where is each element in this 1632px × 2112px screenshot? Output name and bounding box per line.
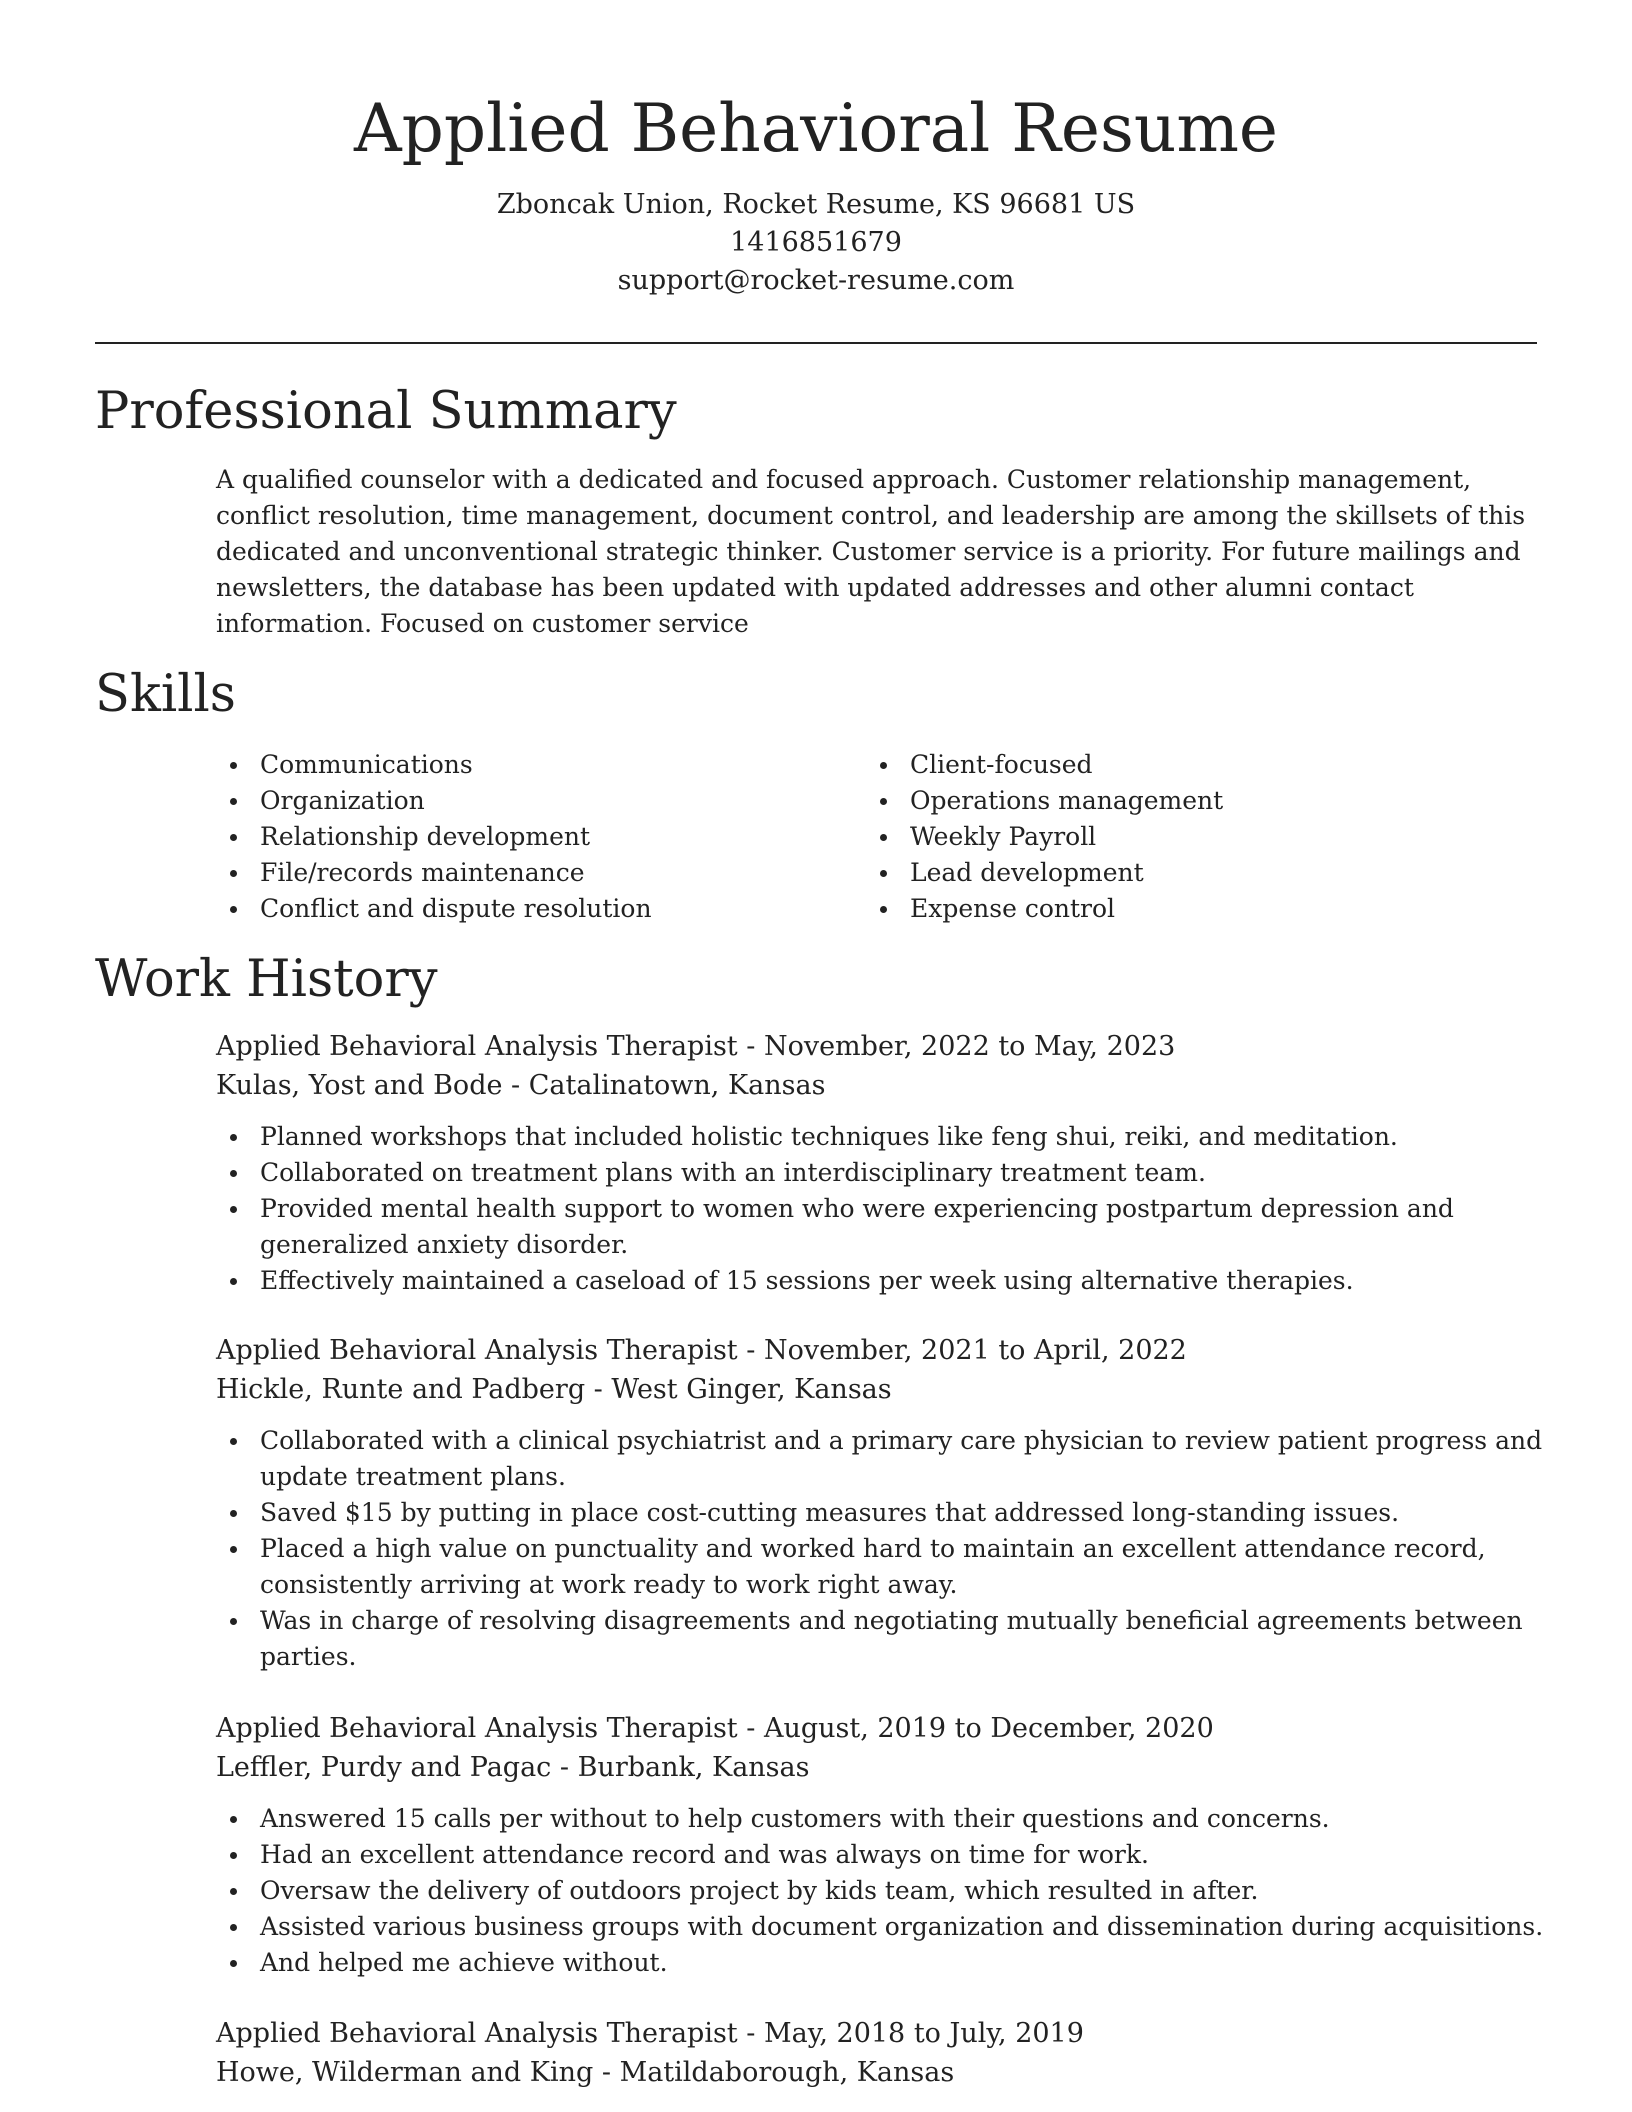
job-bullets — [216, 1801, 1546, 1981]
job-bullet: Assisted various business groups with document organization and dissemination during acquisitions. — [216, 1909, 1546, 1945]
resume-name: Applied Behavioral Resume — [354, 90, 1278, 167]
section-title-skills: Skills — [95, 665, 236, 724]
job-title-line: Applied Behavioral Analysis Therapist - August, 2019 to December, 2020 — [216, 1713, 1214, 1744]
summary-text: A qualified counselor with a dedicated and focused approach. Customer relationship management, conflict resolution, time management, document control, and leadership are among the skillsets of this dedicated and unconventional strategic thinker. Customer service is a priority. For future mailings and newsletters, the database has been updated with updated addresses and other alumni contact information. Focused on customer service — [216, 465, 1526, 638]
skill-item: Client-focused — [866, 747, 1223, 783]
job-bullet: Had an excellent attendance record and was always on time for work. — [216, 1837, 1546, 1873]
job-company-line: Kulas, Yost and Bode - Catalinatown, Kansas — [216, 1070, 826, 1101]
job-company-line: Hickle, Runte and Padberg - West Ginger, Kansas — [216, 1374, 892, 1405]
job-bullet: Provided mental health support to women who were experiencing postpartum depression and generalized anxiety disorder. — [216, 1191, 1546, 1263]
job-bullet: Was in charge of resolving disagreements and negotiating mutually beneficial agreements between parties. — [216, 1603, 1546, 1675]
job-company-line: Leffler, Purdy and Pagac - Burbank, Kansas — [216, 1752, 810, 1783]
skill-item: Conflict and dispute resolution — [216, 891, 652, 927]
address-line: Zboncak Union, Rocket Resume, KS 96681 US — [496, 189, 1136, 220]
header-divider — [95, 342, 1537, 344]
skill-item: Communications — [216, 747, 652, 783]
email-line: support@rocket-resume.com — [617, 265, 1015, 296]
job-entry — [216, 1709, 1546, 1981]
skill-item: File/records maintenance — [216, 855, 652, 891]
phone-line: 1416851679 — [730, 227, 902, 258]
skill-item: Organization — [216, 783, 652, 819]
job-entry — [216, 1027, 1546, 1299]
skills-column-1 — [216, 747, 652, 927]
job-title-line: Applied Behavioral Analysis Therapist - November, 2022 to May, 2023 — [216, 1031, 1176, 1062]
contact-info — [95, 186, 1537, 300]
job-bullet: Oversaw the delivery of outdoors project by kids team, which resulted in after. — [216, 1873, 1546, 1909]
skill-item: Lead development — [866, 855, 1223, 891]
job-title-line: Applied Behavioral Analysis Therapist - November, 2021 to April, 2022 — [216, 1335, 1187, 1366]
job-entry — [216, 1331, 1546, 1675]
section-title-summary: Professional Summary — [95, 382, 677, 441]
skill-item: Weekly Payroll — [866, 819, 1223, 855]
skill-item: Relationship development — [216, 819, 652, 855]
job-bullet: Placed a high value on punctuality and worked hard to maintain an excellent attendance record, consistently arriving at work ready to work right away. — [216, 1531, 1546, 1603]
section-title-work-history: Work History — [95, 950, 438, 1009]
skill-item: Operations management — [866, 783, 1223, 819]
job-entry — [216, 2014, 1546, 2092]
job-bullets — [216, 1423, 1546, 1675]
skill-item: Expense control — [866, 891, 1223, 927]
job-bullet: Effectively maintained a caseload of 15 sessions per week using alternative therapies. — [216, 1263, 1546, 1299]
job-bullet: Planned workshops that included holistic techniques like feng shui, reiki, and meditation. — [216, 1119, 1546, 1155]
job-bullet: Answered 15 calls per without to help customers with their questions and concerns. — [216, 1801, 1546, 1837]
job-bullet: Collaborated on treatment plans with an interdisciplinary treatment team. — [216, 1155, 1546, 1191]
job-bullet: And helped me achieve without. — [216, 1945, 1546, 1981]
job-title-line: Applied Behavioral Analysis Therapist - May, 2018 to July, 2019 — [216, 2018, 1084, 2049]
skills-column-2 — [866, 747, 1223, 927]
job-company-line: Howe, Wilderman and King - Matildaborough, Kansas — [216, 2057, 955, 2088]
job-bullet: Saved $15 by putting in place cost-cutting measures that addressed long-standing issues. — [216, 1495, 1546, 1531]
resume-header — [95, 84, 1537, 300]
job-bullet: Collaborated with a clinical psychiatrist and a primary care physician to review patient progress and update treatment plans. — [216, 1423, 1546, 1495]
job-bullets — [216, 1119, 1546, 1299]
